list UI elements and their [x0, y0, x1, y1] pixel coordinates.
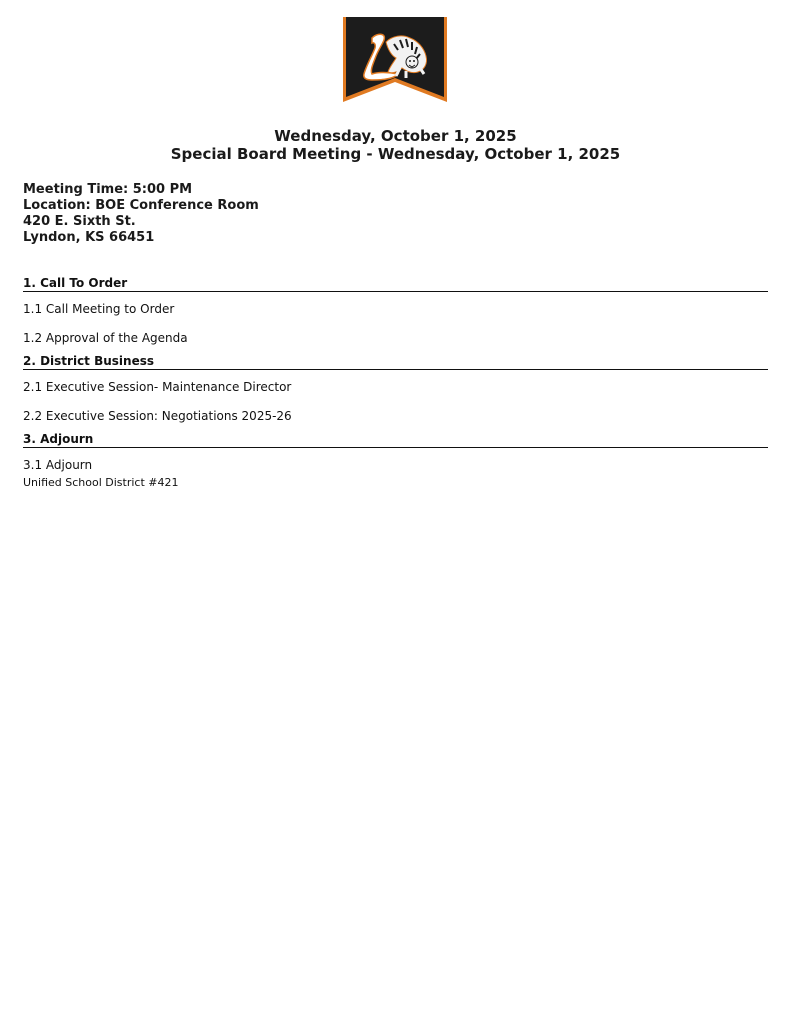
agenda: [23, 276, 768, 489]
agenda-item: 1.2 Approval of the Agenda: [23, 331, 188, 345]
meeting-info: [23, 182, 259, 246]
tiger-mascot-icon: [342, 16, 448, 104]
meeting-title: Special Board Meeting - Wednesday, October 1, 2025: [170, 145, 621, 163]
agenda-section-adjourn: [23, 432, 768, 472]
agenda-item: 2.1 Executive Session- Maintenance Director: [23, 380, 292, 394]
agenda-section-district-business: [23, 354, 768, 423]
agenda-item: 2.2 Executive Session: Negotiations 2025-26: [23, 409, 292, 423]
section-header: 3. Adjourn: [23, 432, 768, 448]
meeting-address: 420 E. Sixth St.: [23, 214, 136, 229]
agenda-item: 1.1 Call Meeting to Order: [23, 302, 175, 316]
section-header: 1. Call To Order: [23, 276, 768, 292]
agenda-item: 3.1 Adjourn: [23, 458, 93, 472]
meeting-time: Meeting Time: 5:00 PM: [23, 182, 193, 197]
meeting-location: Location: BOE Conference Room: [23, 198, 259, 213]
date-title: Wednesday, October 1, 2025: [274, 127, 517, 145]
district-logo: [342, 16, 448, 104]
district-footer: Unified School District #421: [23, 476, 179, 489]
meeting-city: Lyndon, KS 66451: [23, 230, 155, 245]
page-header: [0, 127, 791, 163]
agenda-section-call-to-order: [23, 276, 768, 345]
section-header: 2. District Business: [23, 354, 768, 370]
